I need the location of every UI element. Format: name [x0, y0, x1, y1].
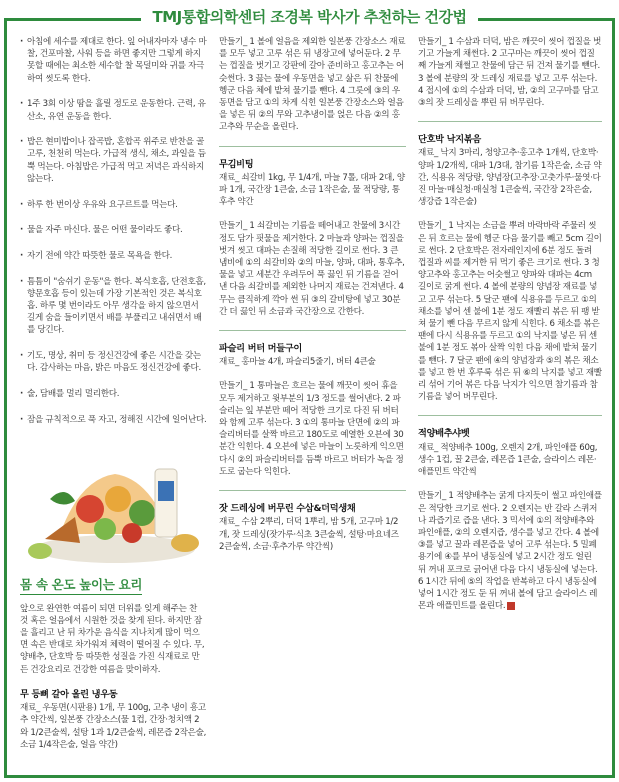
- health-tip: · 밥은 현미밥이나 잡곡밥, 혼합곡 위주로 반찬을 골고루, 천천히 먹는다. 가급적 생식, 채소, 과일을 듬뿍 먹는다. 아침밥은 가급적 먹고 저녁은 과식하지 않는다.: [20, 136, 207, 185]
- recipe-title: 파슬리 버터 머들구이: [219, 343, 302, 355]
- food-photo-icon: [20, 439, 207, 571]
- page-title: TMJ통합의학센터 조경복 박사가 추천하는 건강법: [141, 4, 479, 29]
- recipe-ingredients: 재료_ 수삼 2뿌리, 더덕 1뿌리, 밤 5개, 고구마 1/2개, 잣 드레싱(잣가루·식초 3큰술씩, 설탕·마요네즈 2큰술씩, 소금·후추가루 약간씩): [219, 517, 399, 552]
- recipe-steps: [418, 490, 602, 612]
- column-2: [219, 36, 406, 565]
- food-illustration: [20, 439, 207, 571]
- health-tip: · 틈틈이 "숨쉬기 운동"을 한다. 복식호흡, 단전호흡, 향문호흡 등이 있는데 가장 기본적인 것은 복식호흡. 하루 몇 번이라도 아무 생각을 하지 않으면서 길게 숨을 들이키면서 배를 부풀리고 내쉬면서 배를 당긴다.: [20, 276, 207, 337]
- recipe-steps: 만들기_ 1 쇠갈비는 기름을 떼어내고 찬물에 3시간 정도 담가 핏물을 제거한다. 2 마늘과 양파는 껍질을 벗겨 씻고 대파는 손질해 적당한 길이로 썬다. 3 큰 냄비에 ①의 쇠갈비와 ②의 마늘, 양파, 대파, 통후추, 물을 넣고 세분간 우려두어 푹 끓인 뒤 기름을 걷어낸 다음 쇠갈비를 제외한 나머지 재료는 건져낸다. 4 무는 큼직하게 깍아 썬 뒤 ③의 갈비탕에 넣고 30분간 더 끓인 뒤 소금과 국간장으로 간한다.: [219, 221, 405, 317]
- divider: [219, 146, 406, 147]
- recipe-steps: 만들기_ 1 통마늘은 흐르는 물에 깨끗이 씻어 휴을 모두 제거하고 윗부분의 1/3 정도를 썰어낸다. 2 파슬리는 잎 부분만 떼어 적당한 크기로 다진 뒤 버터와 함께 고루 섞는다. 3 ①의 통마늘 단면에 ②의 파슬리버터를 살짝 바르고 180도로 예열한 오븐에 30분간 익힌다. 4 오븐에 넣은 마늘이 노릇하게 익으면 다시 ②의 파슬리버터를 듬뿍 바르고 버터가 녹을 정도로 굽는다 익힌다.: [219, 381, 404, 477]
- recipe-steps-text: 만들기_ 1 적양배추는 굵게 다지듯이 썰고 파인애플은 적당한 크기로 썬다. 2 오렌지는 반 갈라 스퀴저나 과즙기로 즙을 낸다. 3 믹서에 ①의 적양배추와 파인애플, ②의 오렌지즙, 생수를 넣고 간다. 4 볼에 ③를 넣고 꿀과 레몬즙을 넣어 고루 섞는다. 5 밀폐용기에 ④를 부어 냉동실에 넣고 2시간 정도 얼린 뒤 꺼내 포크로 긁어낸 다음 다시 냉동실에 넣는다. 6 1시간 뒤에 ⑤의 작업을 반복하고 다시 냉동실에 넣어 1시간 정도 둔 뒤 꺼내 볼에 담고 슬라이스 레몬과 애플민트를 올린다.: [418, 491, 602, 612]
- recipe-ingredients: 재료_ 낙지 3마리, 청양고추·홍고추 1개씩, 단호박·양파 1/2개씩, 대파 1/3대, 참기름 1작은술, 소금 약간, 식용유 적당량, 양념장(고추장·고춧가루·물엿·다진 마늘·매실청·매실청 1큰술씩, 국간장 2작은술, 생강즙 1작은술): [418, 148, 602, 208]
- recipe-ingredients: 재료_ 적양배추 100g, 오렌지 2개, 파인애플 60g, 생수 1컵, 꿀 2큰술, 레몬즙 1큰술, 슬라이스 레몬·애플민트 약간씩: [418, 442, 598, 478]
- health-tip: · 아침에 세수를 제대로 한다. 잎 어내자마자 냉수 마찰, 건포마찰, 사워 등을 하면 좋지만 그렇게 하지 못할 때에는 최소한 세수할 찰 목덜미와 귀를 자극하여 씻도록 한다.: [20, 36, 207, 85]
- recipe-ingredients: 재료_ 쇠갈비 1kg, 무 1/4개, 마늘 7톨, 대파 2대, 양파 1개, 국간장 1큰술, 소금 1작은술, 물 적당량, 통후추 약간: [219, 172, 405, 208]
- health-tip: · 잠을 규칙적으로 푹 자고, 정해진 시간에 일어난다.: [20, 414, 207, 426]
- recipe-title: 잣 드레싱에 버무린 수삼&더덕생채: [219, 503, 356, 515]
- section-heading: 몸 속 온도 높이는 요리: [20, 579, 142, 594]
- health-tip: · 물을 자주 마신다. 물은 어떤 물이라도 좋다.: [20, 224, 207, 236]
- recipe-title: 무김비팅: [219, 158, 254, 170]
- health-tip: · 자기 전에 약간 따뜻한 물로 목욕을 한다.: [20, 250, 207, 262]
- health-tip: · 술, 담배를 멀리 멀리한다.: [20, 388, 207, 400]
- recipe-ingredients: 재료_ 우동면(시판용) 1개, 무 100g, 고추 냉이 흥고추 약간씩, 일본풍 간장소스(물 1컵, 간장·청치액 2와 1/2큰술씩, 설탕 1과 1/2큰술씩, 레몬즙 2작은술, 소금 1/4작은술, 얼음 약간): [20, 703, 207, 750]
- recipe-title: 무 등뼈 갈아 올린 냉우동: [20, 688, 118, 700]
- health-tip: · 하루 한 번이상 우유와 요구르트를 먹는다.: [20, 199, 207, 211]
- recipe-steps: 만들기_ 1 낙지는 소금을 뿌려 바락바락 주물러 씻은 뒤 흐르는 물에 헹군 다음 물기를 빼고 5cm 길이로 썬다. 2 단호박은 전자레인지에 6분 정도 돌려 껍질과 씨를 제거한 뒤 먹기 좋은 크기로 썬다. 3 청양고추와 홍고추는 어슷썰고 양파와 대파는 4cm 길이로 굵게 썬다. 4 볼에 분량의 양념장 재료를 넣고 고루 섞는다. 5 달군 팬에 식용유를 두르고 ①의 채소를 넣어 센 불에 1분 정도 재빨리 볶은 뒤 팽 받쳐 물기 뺀 다음 무르지 않게 식힌다. 6 채소를 볶은 팬에 다시 식용유를 두르고 ①의 낙지를 넣은 뒤 센 불에 1분 정도 볶아 살짝 익힌 다음 채에 밭쳐 물기를 뺀다. 7 달군 팬에 ④의 양념장과 ⑤의 볶은 채소를 넣고 한 번 후루룩 섞은 뒤 ⑥의 낙지를 넣고 재빨리 섞어 기어 볶은 다음 낙지가 익으면 참기름과 참기름을 넣어 버무린다.: [418, 221, 602, 403]
- recipe-ingredients: 재료_ 홍마늘 4개, 파슬리5줄기, 버터 4큰술: [219, 357, 376, 368]
- recipe-title: 적양배추샤벳: [418, 428, 470, 440]
- recipe-steps: 만들기_ 1 볼에 얼음을 제외한 일본풍 간장소스 재료를 모두 넣고 고루 섞은 뒤 냉장고에 넣어둔다. 2 무는 껍질을 벗기고 강판에 갈아 준비하고 홍고추는 어슷썬다. 3 끓는 물에 우동면을 넣고 삶은 뒤 찬물에 헹군 다음 체에 밭쳐 물기를 뺀다. 4 그릇에 ③의 우동면을 담고 ①의 차게 식힌 일본풍 간장소스와 얼음을 넣은 뒤 ②의 무와 고추냉이를 얹은 다음 ②의 홍고추와 무순을 올린다.: [219, 37, 406, 133]
- header: [0, 0, 619, 30]
- end-mark-icon: [507, 602, 515, 610]
- column-3: [418, 36, 602, 624]
- column-1: [20, 36, 207, 763]
- intro-paragraph: 앞으로 완연한 여름이 되면 더위를 잊게 해주는 찬 것 혹은 얼음에서 시원한 것을 찾게 된다. 하지만 잠을 흘리고 난 뒤 차가운 음식을 지나치게 많이 먹으면 속은 반대로 차가워져 체력이 떨어질 수 있다. 무, 양배추, 단호박 등 따뜻한 성질을 가진 식재료로 만든 건강요리로 건강한 여름을 맞이하자.: [20, 603, 205, 675]
- divider: [219, 330, 406, 331]
- divider: [219, 490, 406, 491]
- health-tip: · 1주 3회 이상 땀을 흘릴 정도로 운동한다. 근력, 유산소, 유연 운동을 한다.: [20, 98, 207, 122]
- recipe-title: 단호박 낙지볶음: [418, 134, 481, 146]
- health-tip: · 기도, 명상, 취미 등 정신건강에 좋은 시간을 갖는다. 감사하는 마음, 밝은 마음도 정신건강에 좋다.: [20, 350, 207, 374]
- recipe-steps: 만들기_ 1 수삼과 더덕, 밤은 깨끗이 씻어 껍질을 벗기고 가늘게 채썬다. 2 고구마는 깨끗이 씻어 껍질째 가늘게 채썰고 찬물에 담근 뒤 건져 물기를 뺀다. 3 볼에 분량의 잣 드레싱 재료를 넣고 고루 섞는다. 4 접시에 ①의 수삼과 더덕, 밤, ②의 고구마를 담고 ③의 잣 드레싱을 뿌린 뒤 버무린다.: [418, 37, 602, 109]
- divider: [418, 121, 602, 122]
- health-tips-list: [20, 36, 207, 426]
- divider: [418, 415, 602, 416]
